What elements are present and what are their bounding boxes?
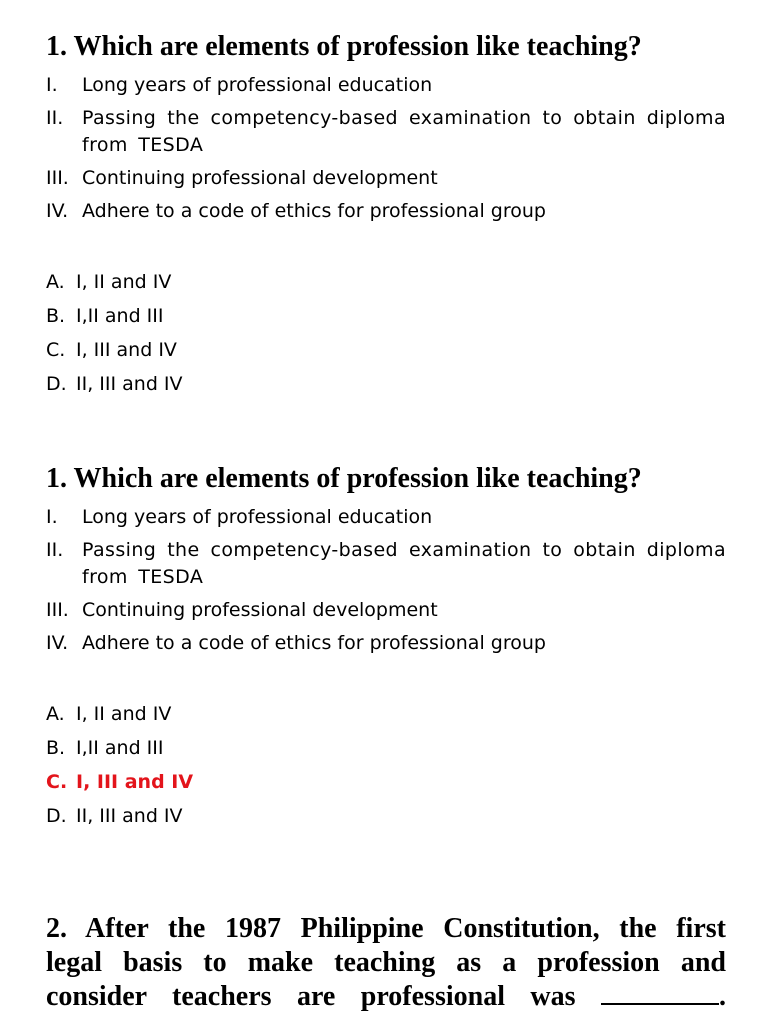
choice-letter: C. bbox=[46, 339, 66, 361]
statement-number: II. bbox=[46, 107, 64, 129]
statement-list bbox=[46, 72, 726, 225]
choice-c bbox=[46, 337, 726, 364]
statement-item bbox=[46, 198, 726, 225]
statement-item bbox=[46, 165, 726, 192]
statement-text: Adhere to a code of ethics for professional group bbox=[82, 632, 546, 654]
question-block-3 bbox=[46, 912, 726, 1014]
statement-text: Long years of professional education bbox=[82, 506, 433, 528]
choice-b bbox=[46, 303, 726, 330]
statement-text: Adhere to a code of ethics for professional group bbox=[82, 200, 546, 222]
question-title-line-last bbox=[46, 980, 726, 1014]
statement-item bbox=[46, 537, 726, 591]
choice-letter: B. bbox=[46, 305, 66, 327]
answer-choices bbox=[46, 701, 726, 830]
question-title-line: 2. After the 1987 Philippine Constitution, the first bbox=[46, 913, 726, 944]
question-title-text: consider teachers are professional was bbox=[46, 981, 576, 1012]
statement-list bbox=[46, 504, 726, 657]
statement-text: Continuing professional development bbox=[82, 167, 438, 189]
choice-text: I, II and IV bbox=[76, 271, 172, 293]
choice-d bbox=[46, 803, 726, 830]
choice-text: I, II and IV bbox=[76, 703, 172, 725]
choice-letter: A. bbox=[46, 271, 65, 293]
choice-letter: A. bbox=[46, 703, 65, 725]
choice-text: II, III and IV bbox=[76, 373, 183, 395]
question-block-1 bbox=[46, 30, 726, 405]
statement-number: III. bbox=[46, 599, 69, 621]
statement-item bbox=[46, 105, 726, 159]
question-title-period: . bbox=[719, 981, 726, 1012]
statement-number: IV. bbox=[46, 200, 69, 222]
choice-a bbox=[46, 269, 726, 296]
statement-item bbox=[46, 504, 726, 531]
choice-letter: C. bbox=[46, 771, 68, 793]
choice-letter: B. bbox=[46, 737, 66, 759]
statement-number: II. bbox=[46, 539, 64, 561]
statement-number: I. bbox=[46, 74, 58, 96]
statement-item bbox=[46, 72, 726, 99]
choice-c-correct-answer bbox=[46, 769, 726, 796]
choice-text: I,II and III bbox=[76, 305, 164, 327]
choice-letter: D. bbox=[46, 373, 67, 395]
answer-choices bbox=[46, 269, 726, 398]
question-title: 1. Which are elements of profession like teaching? bbox=[46, 463, 642, 494]
choice-b bbox=[46, 735, 726, 762]
statement-number: III. bbox=[46, 167, 69, 189]
question-title bbox=[46, 912, 726, 1014]
choice-letter: D. bbox=[46, 805, 67, 827]
statement-text: Passing the competency-based examination to obtain diploma from TESDA bbox=[82, 539, 726, 588]
choice-text: I, III and IV bbox=[76, 339, 177, 361]
question-title-line: legal basis to make teaching as a profession and bbox=[46, 947, 726, 978]
choice-a bbox=[46, 701, 726, 728]
statement-text: Continuing professional development bbox=[82, 599, 438, 621]
answer-blank bbox=[601, 981, 719, 1005]
statement-text: Passing the competency-based examination to obtain diploma from TESDA bbox=[82, 107, 726, 156]
choice-d bbox=[46, 371, 726, 398]
question-block-2 bbox=[46, 462, 726, 837]
choice-text: II, III and IV bbox=[76, 805, 183, 827]
question-title: 1. Which are elements of profession like teaching? bbox=[46, 31, 642, 62]
statement-number: I. bbox=[46, 506, 58, 528]
statement-item bbox=[46, 630, 726, 657]
choice-text: I, III and IV bbox=[76, 771, 194, 793]
choice-text: I,II and III bbox=[76, 737, 164, 759]
statement-text: Long years of professional education bbox=[82, 74, 433, 96]
statement-number: IV. bbox=[46, 632, 69, 654]
statement-item bbox=[46, 597, 726, 624]
